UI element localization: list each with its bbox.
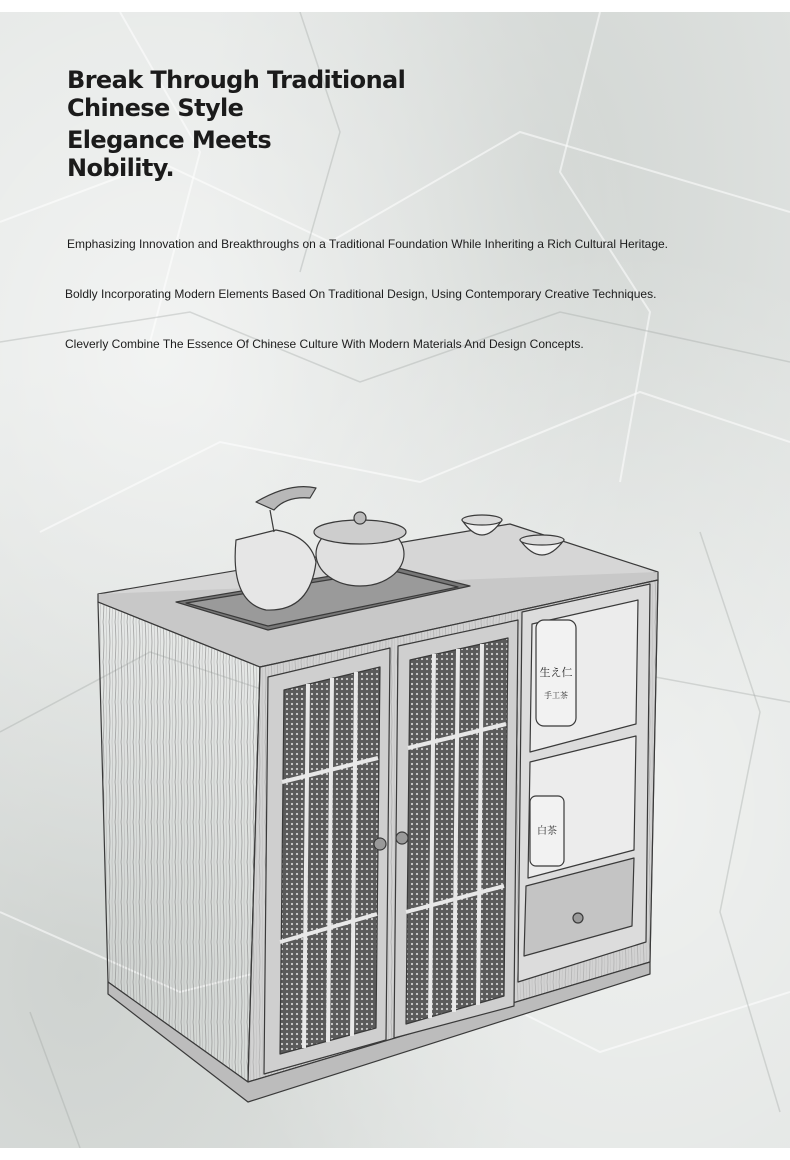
canister-label-3: 白茶 [537, 826, 557, 837]
feature-paragraph-2: Boldly Incorporating Modern Elements Based On Traditional Design, Using Contemporary Creative Techniques. [65, 287, 657, 301]
drawer-handle [573, 913, 583, 923]
feature-paragraph-1: Emphasizing Innovation and Breakthroughs on a Traditional Foundation While Inheriting a Rich Cultural Heritage. [67, 237, 669, 251]
feature-paragraph-3: Cleverly Combine The Essence Of Chinese Culture With Modern Materials And Design Concepts. [65, 337, 584, 351]
tea-cabinet-sketch-image [90, 462, 670, 1112]
headline-line-4: Nobility. [67, 154, 175, 182]
headline-block-1 [67, 66, 405, 122]
canister-label-2: 手工茶 [544, 691, 568, 700]
headline-line-2: Chinese Style [67, 94, 244, 122]
headline-line-1: Break Through Traditional [67, 66, 406, 94]
headline-block-2 [67, 126, 271, 182]
left-door-handle [374, 838, 386, 850]
canister-label-1: 生え仁 [539, 666, 573, 679]
headline-line-3: Elegance Meets [67, 126, 272, 154]
cabinet-left-side [98, 602, 260, 1082]
right-door-handle [396, 832, 408, 844]
